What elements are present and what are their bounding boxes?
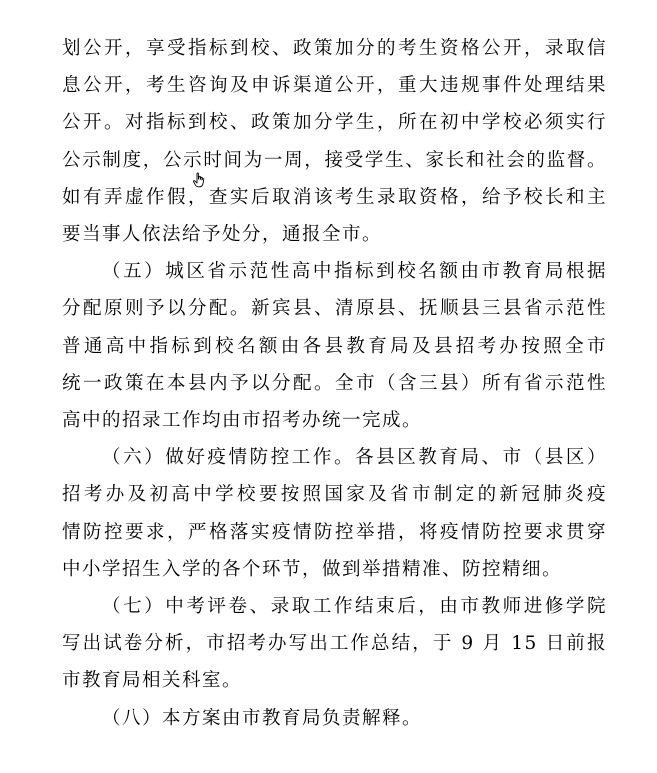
text-line: 统一政策在本县内予以分配。全市（含三县）所有省示范性 [62,372,607,394]
paragraph-five [62,253,607,439]
hand-pointer-icon [192,172,206,188]
paragraph-six [62,439,607,588]
text-line: （七）中考评卷、录取工作结束后，由市教师进修学院 [102,596,607,618]
text-line: 招考办及初高中学校要按照国家及省市制定的新冠肺炎疫 [62,484,607,506]
text-line: 划公开，享受指标到校、政策加分的考生资格公开，录取信 [62,38,607,59]
text-line: 情防控要求，严格落实疫情防控举措，将疫情防控要求贯穿 [62,521,607,543]
text-line: 要当事人依法给予处分，通报全市。 [62,224,383,246]
text-line: 高中的招录工作均由市招考办统一完成。 [62,410,423,432]
paragraph-continued [62,30,607,253]
text-line: 分配原则予以分配。新宾县、清原县、抚顺县三县省示范性 [62,298,607,320]
text-line: （五）城区省示范性高中指标到校名额由市教育局根据 [102,261,607,283]
paragraph-seven [62,588,607,700]
text-line: 息公开，考生咨询及申诉渠道公开，重大违规事件处理结果 [62,75,607,97]
text-line: （八）本方案由市教育局负责解释。 [102,707,423,729]
text-line: 中小学招生入学的各个环节，做到举措精准、防控精细。 [62,558,563,580]
text-line: 公示制度，公示时间为一周，接受学生、家长和社会的监督。 [62,149,607,171]
text-line: 市教育局相关科室。 [62,670,243,692]
text-line: 如有弄虚作假，查实后取消该考生录取资格，给予校长和主 [62,186,607,208]
text-line: 写出试卷分析，市招考办写出工作总结，于 9 月 15 日前报 [62,633,607,655]
text-line: 普通高中指标到校名额由各县教育局及县招考办按照全市 [62,335,607,357]
document-page [62,30,607,737]
text-line: （六）做好疫情防控工作。各县区教育局、市（县区） [102,447,607,469]
text-line: 公开。对指标到校、政策加分学生，所在初中学校必须实行 [62,112,607,134]
paragraph-eight [62,700,607,737]
